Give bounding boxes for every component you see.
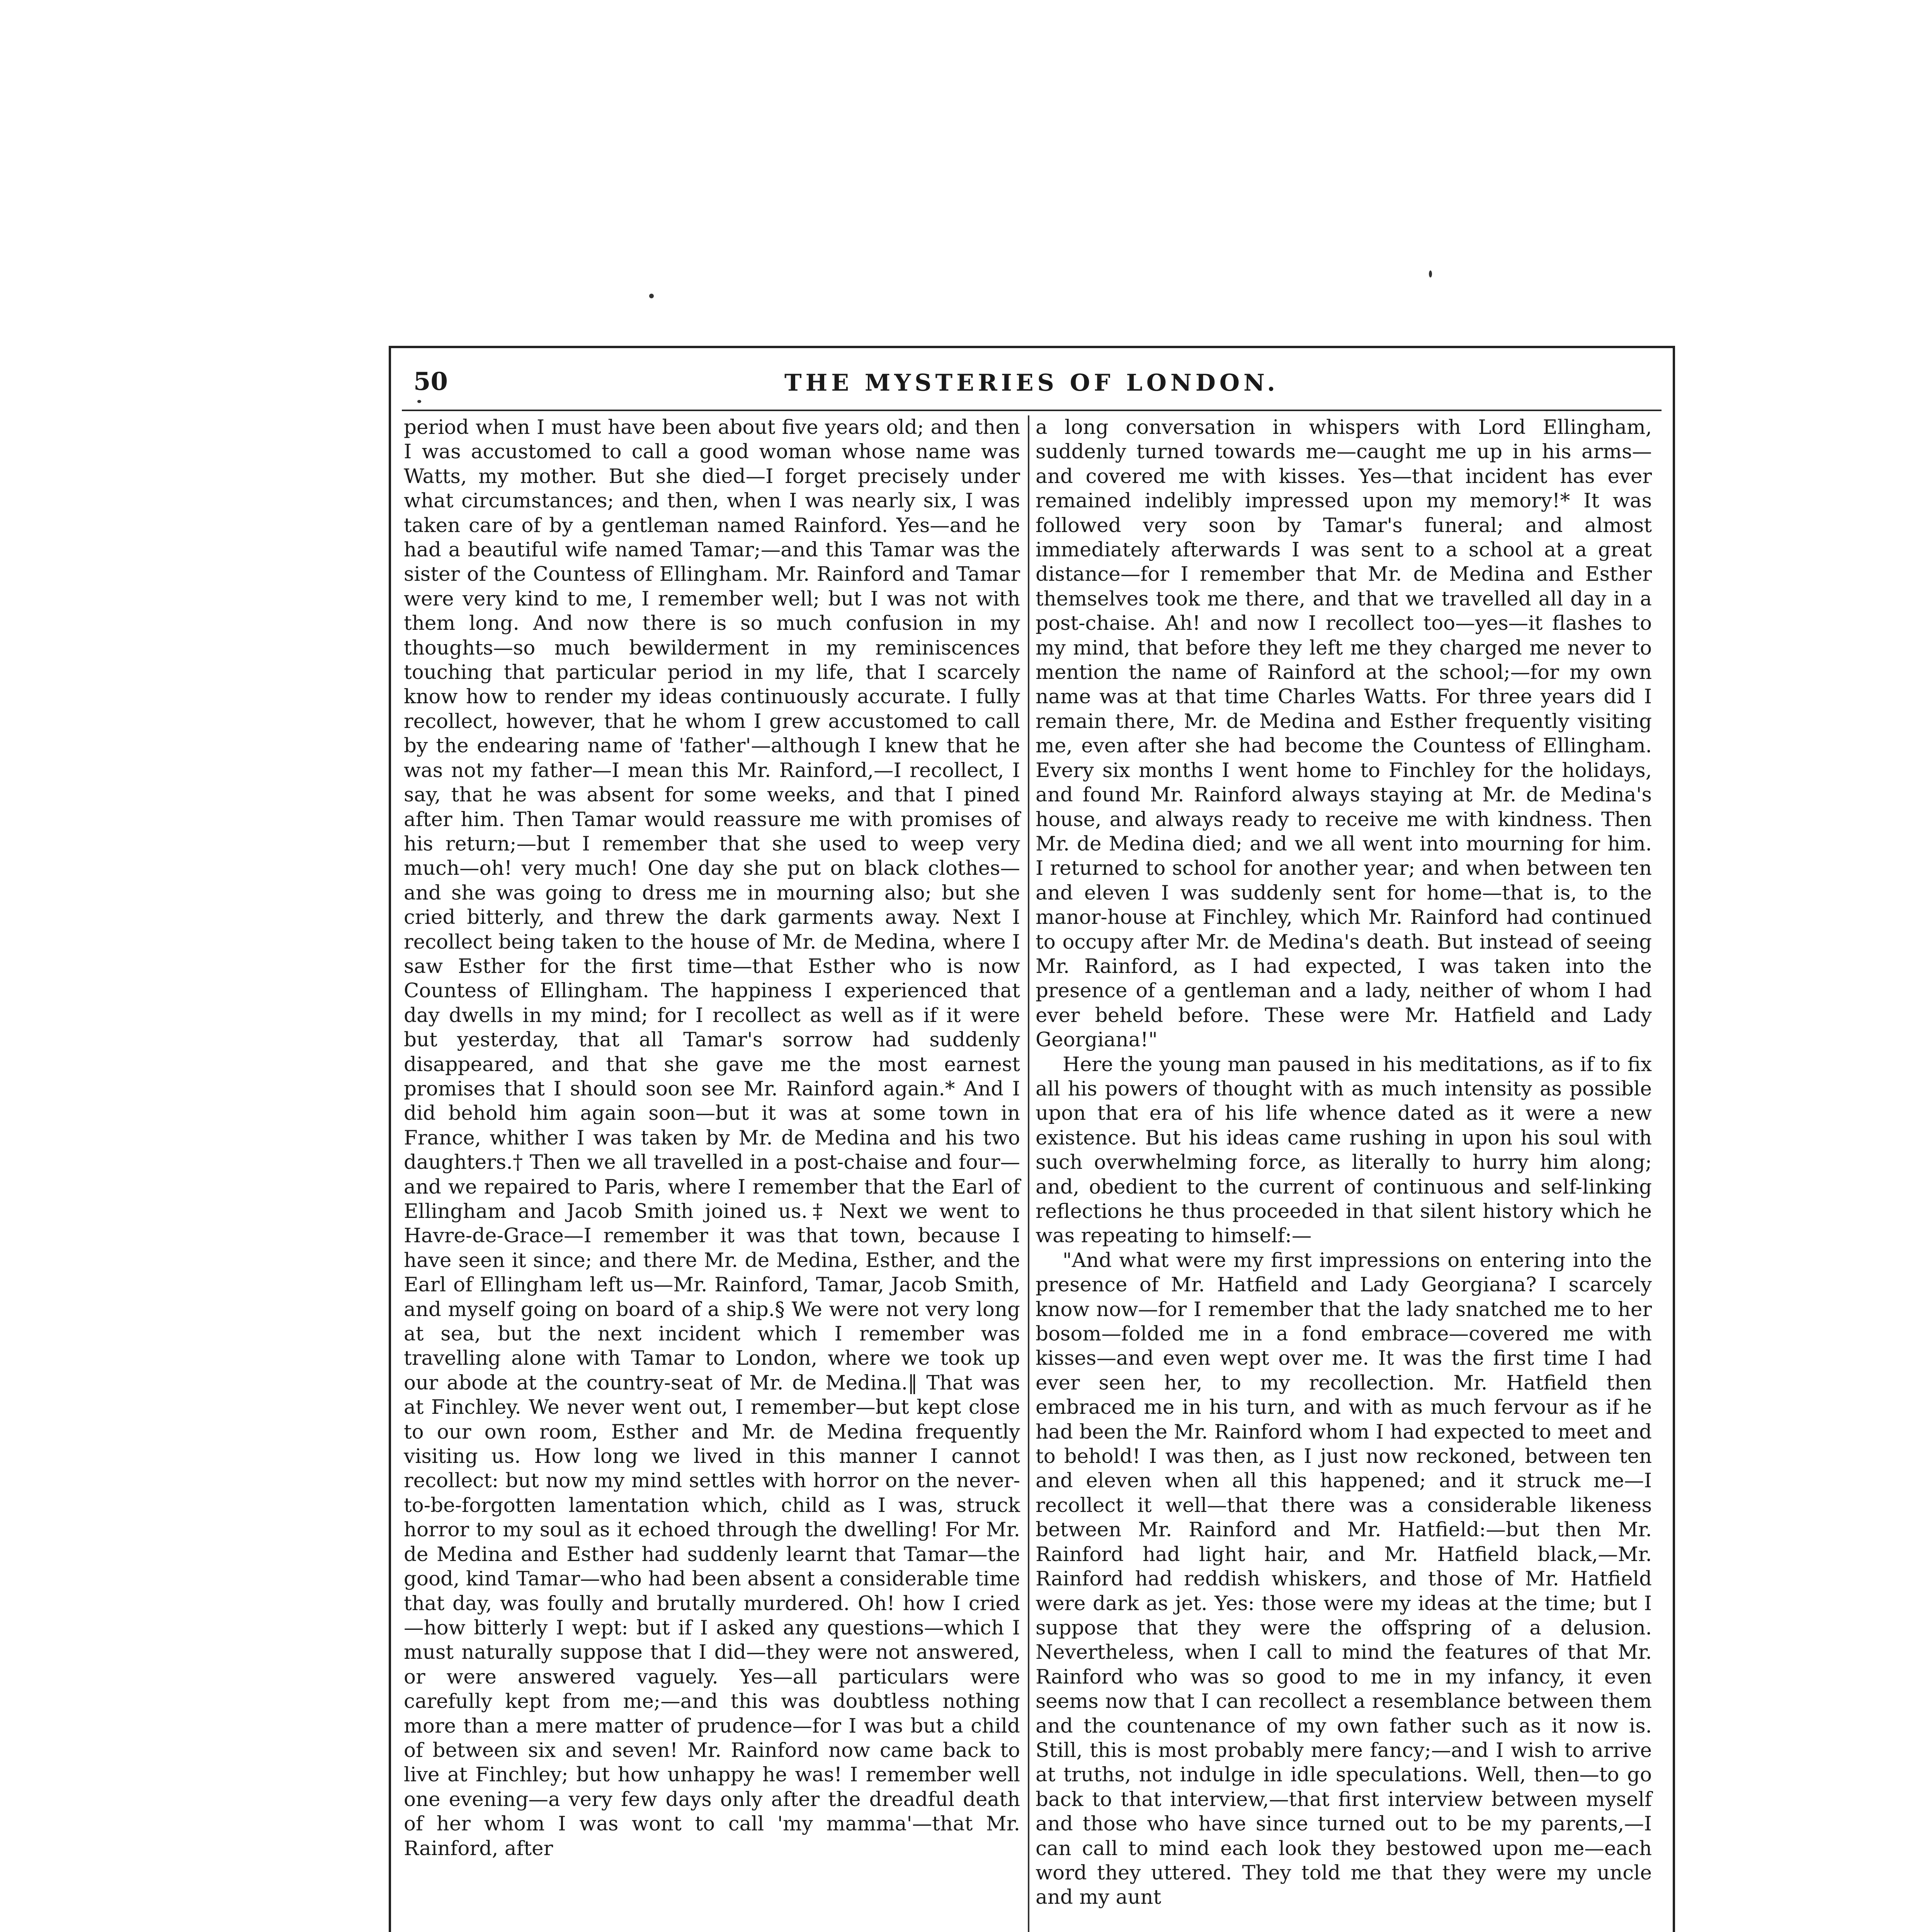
body-paragraph: a long conversation in whispers with Lord Ellingham, suddenly turned towards me—caught me up in his arms—and covered me with kisses. Yes—that incident has ever remained indelibly impressed upon my memory!* It was followed very soon by Tamar's funeral; and almost immediately afterwards I was sent to a school at a great distance—for I remember that Mr. de Medina and Esther themselves took me there, and that we travelled all day in a post-chaise. Ah! and now I recollect too—yes—it flashes to my mind, that before they left me they charged me never to mention the name of Rainford at the school;—for my own name was at that time Charles Watts. For three years did I remain there, Mr. de Medina and Esther frequently visiting me, even after she had become the Countess of Ellingham. Every six months I went home to Finchley for the holidays, and found Mr. Rainford always staying at Mr. de Medina's house, and always ready to receive me with kindness. Then Mr. de Medina died; and we all went into mourning for him. I returned to school for another year; and when between ten and eleven I was suddenly sent for home—that is, to the manor-house at Finchley, which Mr. Rainford had continued to occupy after Mr. de Medina's death. But instead of seeing Mr. Rainford, as I had expected, I was taken into the presence of a gentleman and a lady, neither of whom I had ever beheld before. These were Mr. Hatfield and Lady Georgiana!" bbox=[1036, 416, 1652, 1052]
column-divider bbox=[1028, 415, 1029, 1932]
left-column bbox=[404, 415, 1020, 1932]
body-paragraph: Here the young man paused in his meditations, as if to fix all his powers of thought with as much intensity as possible upon that era of his life whence dated as it were a new existence. But his ideas came rushing in upon his soul with such overwhelming force, as literally to hurry him along; and, obedient to the current of continuous and self-linking reflections he thus proceeded in that silent history which he was repeating to himself:— bbox=[1036, 1053, 1652, 1248]
body-paragraph: period when I must have been about five years old; and then I was accustomed to call a good woman whose name was Watts, my mother. But she died—I forget precisely under what circumstances; and then, when I was nearly six, I was taken care of by a gentleman named Rainford. Yes—and he had a beautiful wife named Tamar;—and this Tamar was the sister of the Countess of Ellingham. Mr. Rainford and Tamar were very kind to me, I remember well; but I was not with them long. And now there is so much confusion in my thoughts—so much bewilderment in my reminiscences touching that particular period in my life, that I scarcely know how to render my ideas continuously accurate. I fully recollect, however, that he whom I grew accustomed to call by the endearing name of 'father'—although I knew that he was not my father—I mean this Mr. Rainford,—I recollect, I say, that he was absent for some weeks, and that I pined after him. Then Tamar would reassure me with promises of his return;—but I remember that she used to weep very much—oh! very much! One day she put on black clothes—and she was going to dress me in mourning also; but she cried bitterly, and threw the dark garments away. Next I recollect being taken to the house of Mr. de Medina, where I saw Esther for the first time—that Esther who is now Countess of Ellingham. The happiness I experienced that day dwells in my mind; for I recollect as well as if it were but yesterday, that all Tamar's sorrow had suddenly disappeared, and that she gave me the most earnest promises that I should soon see Mr. Rainford again.* And I did behold him again soon—but it was at some town in France, whither I was taken by Mr. de Medina and his two daughters.† Then we all travelled in a post-chaise and four—and we repaired to Paris, where I remember that the Earl of Ellingham and Jacob Smith joined us.‡ Next we went to Havre-de-Grace—I remember it was that town, because I have seen it since; and there Mr. de Medina, Esther, and the Earl of Ellingham left us—Mr. Rainford, Tamar, Jacob Smith, and myself going on board of a ship.§ We were not very long at sea, but the next incident which I remember was travelling alone with Tamar to London, where we took up our abode at the country-seat of Mr. de Medina.‖ That was at Finchley. We never went out, I remember—but kept close to our own room, Esther and Mr. de Medina frequently visiting us. How long we lived in this manner I cannot recollect: but now my mind settles with horror on the never-to-be-forgotten lamentation which, child as I was, struck horror to my soul as it echoed through the dwelling! For Mr. de Medina and Esther had suddenly learnt that Tamar—the good, kind Tamar—who had been absent a considerable time that day, was foully and brutally murdered. Oh! how I cried—how bitterly I wept: but if I asked any questions—which I must naturally suppose that I did—they were not answered, or were answered vaguely. Yes—all particulars were carefully kept from me;—and this was doubtless nothing more than a mere matter of prudence—for I was but a child of between six and seven! Mr. Rainford now came back to live at Finchley; but how unhappy he was! I remember well one evening—a very few days only after the dreadful death of her whom I was wont to call 'my mamma'—that Mr. Rainford, after bbox=[404, 416, 1020, 1860]
page-header bbox=[402, 367, 1662, 402]
running-title: THE MYSTERIES OF LONDON. bbox=[784, 369, 1279, 396]
ink-speck bbox=[649, 294, 654, 298]
right-column bbox=[1036, 415, 1652, 1932]
page-number: 50 bbox=[413, 367, 448, 396]
ink-speck bbox=[1429, 270, 1432, 277]
body-paragraph: "And what were my first impressions on entering into the presence of Mr. Hatfield and Lady Georgiana? I scarcely know now—for I remember that the lady snatched me to her bosom—folded me in a fond embrace—covered me with kisses—and even wept over me. It was the first time I had ever seen her, to my recollection. Mr. Hatfield then embraced me in his turn, and with as much fervour as if he had been the Mr. Rainford whom I had expected to meet and to behold! I was then, as I just now reckoned, between ten and eleven when all this happened; and it struck me—I recollect it well—that there was a considerable likeness between Mr. Rainford and Mr. Hatfield:—but then Mr. Rainford had light hair, and Mr. Hatfield black,—Mr. Rainford had reddish whiskers, and those of Mr. Hatfield were dark as jet. Yes: those were my ideas at the time; but I suppose that they were the offspring of a delusion. Nevertheless, when I call to mind the features of that Mr. Rainford who was so good to me in my infancy, it even seems now that I can recollect a resemblance between them and the countenance of my own father such as it now is. Still, this is most probably mere fancy;—and I wish to arrive at truths, not indulge in idle speculations. Well, then—to go back to that interview,—that first interview between myself and those who have since turned out to be my parents,—I can call to mind each look they bestowed upon me—each word they uttered. They told me that they were my uncle and my aunt bbox=[1036, 1248, 1652, 1909]
header-rule bbox=[402, 410, 1662, 411]
